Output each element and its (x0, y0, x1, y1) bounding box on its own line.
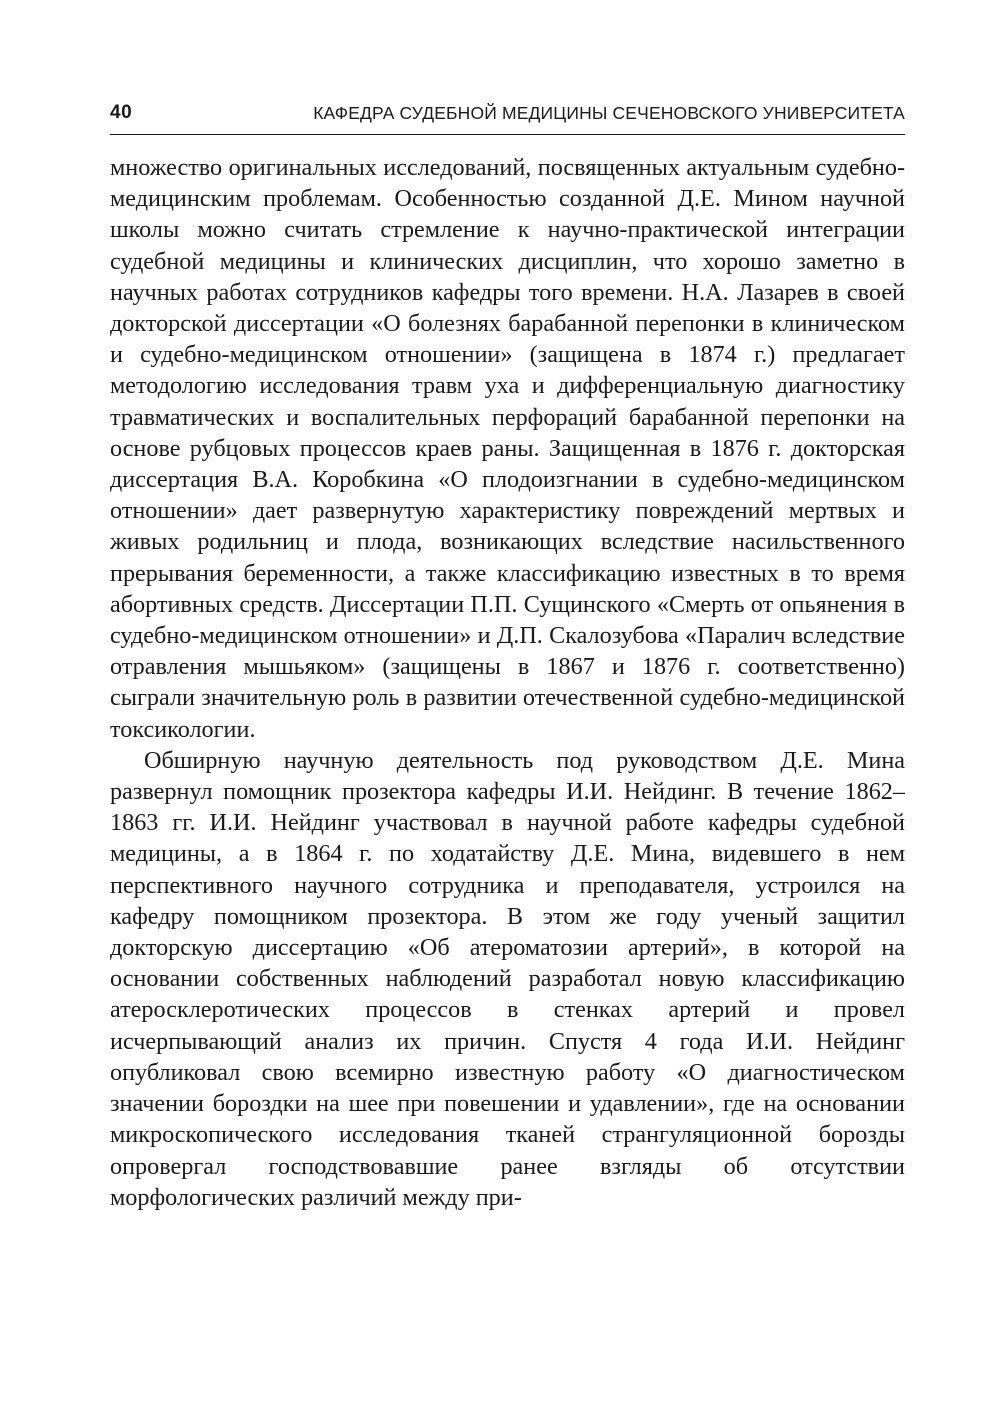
body-text (110, 152, 905, 1213)
paragraph-1: множество оригинальных исследований, посвященных актуальным судебно-медицинским проблемам. Особенностью созданной Д.Е. Мином научной школы можно считать стремление к научно-практической интеграции судебной медицины и клинических дисциплин, что хорошо заметно в научных работах сотрудников кафедры того времени. Н.А. Лазарев в своей докторской диссертации «О болезнях барабанной перепонки в клиническом и судебно-медицинском отношении» (защищена в 1874 г.) предлагает методологию исследования травм уха и дифференциальную диагностику травматических и воспалительных перфораций барабанной перепонки на основе рубцовых процессов краев раны. Защищенная в 1876 г. докторская диссертация В.А. Коробкина «О плодоизгнании в судебно-медицинском отношении» дает развернутую характеристику повреждений мертвых и живых родильниц и плода, возникающих вследствие насильственного прерывания беременности, а также классификацию известных в то время абортивных средств. Диссертации П.П. Сущинского «Смерть от опьянения в судебно-медицинском отношении» и Д.П. Скалозубова «Паралич вследствие отравления мышьяком» (защищены в 1867 и 1876 г. соответственно) сыграли значительную роль в развитии отечественной судебно-медицинской токсикологии. (110, 154, 905, 743)
header-rule (110, 134, 905, 135)
running-title: КАФЕДРА СУДЕБНОЙ МЕДИЦИНЫ СЕЧЕНОВСКОГО УНИВЕРСИТЕТА (313, 103, 905, 123)
page-number: 40 (110, 102, 133, 123)
paragraph-2: Обширную научную деятельность под руководством Д.Е. Мина развернул помощник прозектора кафедры И.И. Нейдинг. В течение 1862–1863 гг. И.И. Нейдинг участвовал в научной работе кафедры судебной медицины, а в 1864 г. по ходатайству Д.Е. Мина, видевшего в нем перспективного научного сотрудника и преподавателя, устроился на кафедру помощником прозектора. В этом же году ученый защитил докторскую диссертацию «Об атероматозии артерий», в которой на основании собственных наблюдений разработал новую классификацию атеросклеротических процессов в стенках артерий и провел исчерпывающий анализ их причин. Спустя 4 года И.И. Нейдинг опубликовал свою всемирно известную работу «О диагностическом значении бороздки на шее при повешении и удавлении», где на основании микроскопического исследования тканей странгуляционной борозды опровергал господствовавшие ранее взгляды об отсутствии морфологических различий между при- (110, 746, 905, 1211)
page-header (110, 98, 905, 132)
